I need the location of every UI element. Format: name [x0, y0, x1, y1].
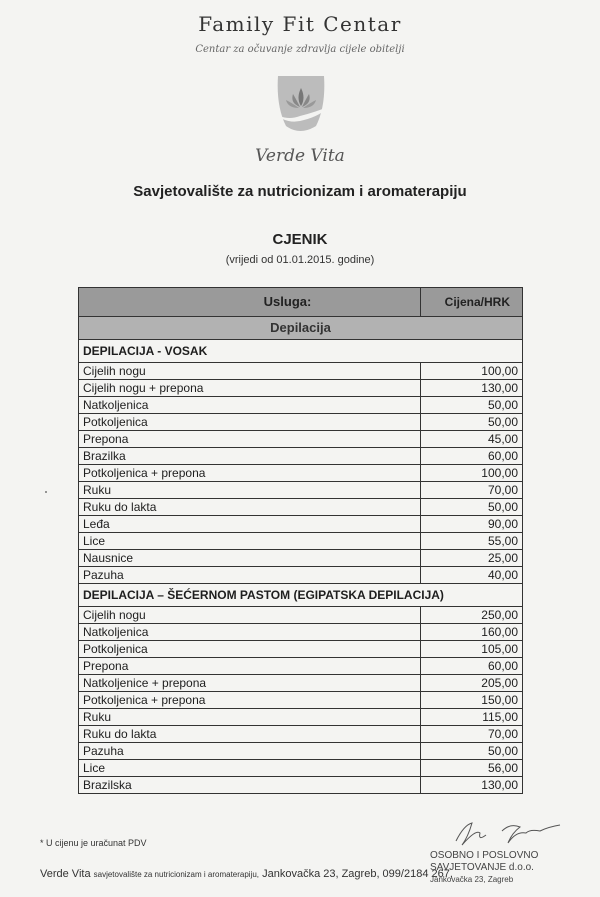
footer-description: savjetovalište za nutricionizam i aromaterapiju,: [93, 870, 260, 879]
table-row: [79, 624, 523, 641]
column-header-price: Cijena/HRK: [421, 288, 523, 317]
service-name: Potkoljenica + prepona: [79, 692, 421, 709]
category-label: Depilacija: [79, 317, 523, 340]
service-name: Prepona: [79, 658, 421, 675]
service-name: Potkoljenica + prepona: [79, 465, 421, 482]
service-price: 56,00: [421, 760, 523, 777]
table-row: [79, 567, 523, 584]
table-row: [79, 482, 523, 499]
service-name: Cijelih nogu: [79, 607, 421, 624]
page-subtitle: Savjetovalište za nutricionizam i aromaterapiju: [133, 183, 467, 200]
service-name: Ruku do lakta: [79, 726, 421, 743]
table-row: [79, 692, 523, 709]
table-row: [79, 380, 523, 397]
table-row: [79, 658, 523, 675]
verde-vita-logo: [260, 70, 342, 140]
service-name: Natkoljenice + prepona: [79, 675, 421, 692]
service-price: 130,00: [421, 777, 523, 794]
service-name: Natkoljenica: [79, 397, 421, 414]
service-price: 130,00: [421, 380, 523, 397]
service-price: 60,00: [421, 448, 523, 465]
service-name: Prepona: [79, 431, 421, 448]
service-name: Pazuha: [79, 743, 421, 760]
company-stamp: [430, 850, 590, 886]
service-name: Leđa: [79, 516, 421, 533]
service-price: 100,00: [421, 465, 523, 482]
service-name: Natkoljenica: [79, 624, 421, 641]
brand-subtitle: Centar za očuvanje zdravlja cijele obitelji: [195, 44, 405, 55]
service-price: 90,00: [421, 516, 523, 533]
service-name: Brazilka: [79, 448, 421, 465]
footer-line: [40, 868, 453, 880]
service-name: Cijelih nogu: [79, 363, 421, 380]
service-price: 50,00: [421, 499, 523, 516]
table-row: [79, 641, 523, 658]
table-row: [79, 516, 523, 533]
column-header-service: Usluga:: [79, 288, 421, 317]
service-price: 70,00: [421, 482, 523, 499]
footer-brand: Verde Vita: [40, 868, 91, 880]
service-price: 50,00: [421, 743, 523, 760]
logo-name: Verde Vita: [255, 146, 345, 166]
service-name: Potkoljenica: [79, 641, 421, 658]
section-row: [79, 340, 523, 363]
table-header-row: [79, 288, 523, 317]
section-title: DEPILACIJA – ŠEĆERNOM PASTOM (EGIPATSKA DEPILACIJA): [79, 584, 523, 607]
service-name: Pazuha: [79, 567, 421, 584]
stamp-line-2: SAVJETOVANJE d.o.o.: [430, 862, 534, 873]
table-row: [79, 709, 523, 726]
service-price: 50,00: [421, 397, 523, 414]
service-price: 250,00: [421, 607, 523, 624]
table-row: [79, 743, 523, 760]
table-row: [79, 363, 523, 380]
table-row: [79, 448, 523, 465]
service-name: Ruku do lakta: [79, 499, 421, 516]
validity-note: (vrijedi od 01.01.2015. godine): [225, 254, 375, 266]
service-name: Brazilska: [79, 777, 421, 794]
document-title: CJENIK: [272, 231, 328, 248]
service-name: Cijelih nogu + prepona: [79, 380, 421, 397]
service-price: 105,00: [421, 641, 523, 658]
service-price: 100,00: [421, 363, 523, 380]
section-title: DEPILACIJA - VOSAK: [79, 340, 523, 363]
table-row: [79, 607, 523, 624]
service-price: 205,00: [421, 675, 523, 692]
service-price: 60,00: [421, 658, 523, 675]
scan-speck: [45, 491, 47, 493]
service-price: 50,00: [421, 414, 523, 431]
price-table: [78, 287, 523, 794]
service-price: 150,00: [421, 692, 523, 709]
table-row: [79, 675, 523, 692]
table-row: [79, 431, 523, 448]
table-row: [79, 726, 523, 743]
stamp-line-1: OSOBNO I POSLOVNO: [430, 850, 539, 861]
brand-title: Family Fit Centar: [198, 12, 402, 36]
vat-footnote: * U cijenu je uračunat PDV: [40, 838, 147, 848]
service-name: Ruku: [79, 709, 421, 726]
category-row: [79, 317, 523, 340]
table-row: [79, 550, 523, 567]
stamp-line-3: Jankovačka 23, Zagreb: [430, 875, 514, 884]
service-price: 25,00: [421, 550, 523, 567]
service-price: 45,00: [421, 431, 523, 448]
service-name: Potkoljenica: [79, 414, 421, 431]
table-row: [79, 414, 523, 431]
signature-mark: [450, 815, 570, 851]
table-row: [79, 777, 523, 794]
service-price: 160,00: [421, 624, 523, 641]
section-row: [79, 584, 523, 607]
service-name: Lice: [79, 533, 421, 550]
table-row: [79, 533, 523, 550]
table-row: [79, 499, 523, 516]
table-row: [79, 760, 523, 777]
table-row: [79, 397, 523, 414]
service-price: 70,00: [421, 726, 523, 743]
footer-address: Jankovačka 23, Zagreb, 099/2184 267,: [262, 868, 453, 880]
table-row: [79, 465, 523, 482]
service-name: Ruku: [79, 482, 421, 499]
service-price: 115,00: [421, 709, 523, 726]
service-price: 40,00: [421, 567, 523, 584]
service-price: 55,00: [421, 533, 523, 550]
service-name: Lice: [79, 760, 421, 777]
service-name: Nausnice: [79, 550, 421, 567]
